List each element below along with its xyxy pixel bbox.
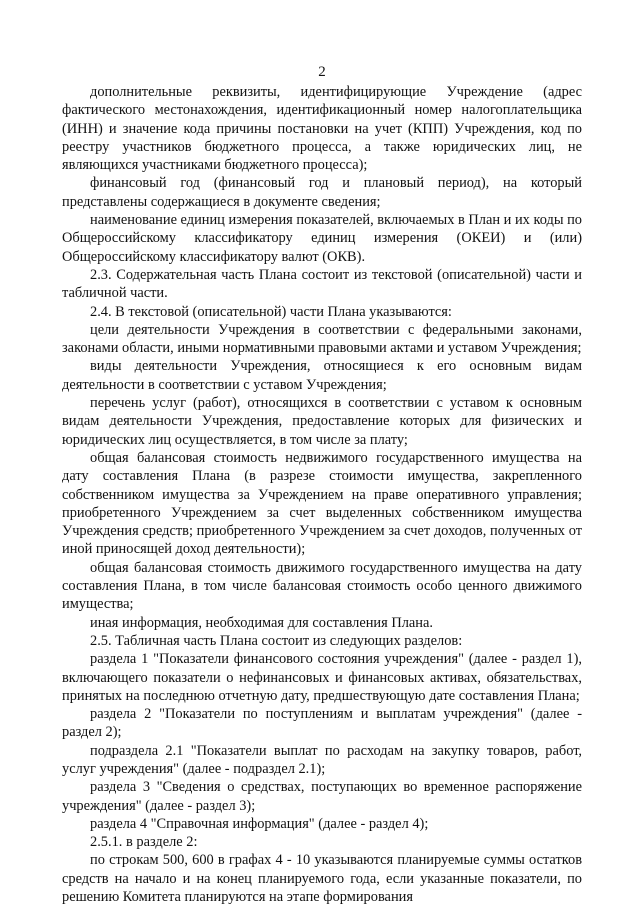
paragraph: 2.4. В текстовой (описательной) части Плана указываются: — [90, 303, 452, 320]
paragraph: подраздела 2.1 "Показатели выплат по расходам на закупку товаров, работ, услуг учреждения" (далее - подраздел 2.1); — [62, 742, 582, 777]
paragraph: раздела 2 "Показатели по поступлениям и выплатам учреждения" (далее - раздел 2); — [62, 706, 582, 741]
paragraph: раздела 3 "Сведения о средствах, поступающих во временное распоряжение учреждения" (далее - раздел 3); — [62, 779, 582, 814]
paragraph: дополнительные реквизиты, идентифицирующие Учреждение (адрес фактического местонахождения, идентификационный номер налогоплательщика (ИНН) и значение кода причины постановки на учет (КПП) Учреждения, код по реестру участников бюджетного процесса, а также юридических лиц, не являющихся участниками бюджетного процесса); — [62, 84, 582, 174]
paragraph: по строкам 500, 600 в графах 4 - 10 указываются планируемые суммы остатков средств на начало и на конец планируемого года, если указанные показатели, по решению Комитета планируются на этапе формирования — [62, 852, 582, 906]
document-body — [62, 83, 582, 906]
paragraph: перечень услуг (работ), относящихся в соответствии с уставом к основным видам деятельности Учреждения, предоставление которых для физических и юридических лиц осуществляется, в том числе за плату; — [62, 395, 582, 448]
paragraph: общая балансовая стоимость движимого государственного имущества на дату составления Плана, в том числе балансовая стоимость особо ценного движимого имущества; — [62, 559, 582, 613]
paragraph: 2.5.1. в разделе 2: — [90, 834, 198, 851]
paragraph: виды деятельности Учреждения, относящиеся к его основным видам деятельности в соответствии с уставом Учреждения; — [62, 358, 582, 393]
paragraph: общая балансовая стоимость недвижимого государственного имущества на дату составления Плана (в разрезе стоимости имущества, закрепленного собственником имущества за Учреждением на праве оперативного управления; приобретенного Учреждением за счет выделенных собственником имущества Учреждения средств; приобретенного Учреждением за счет доходов, полученных от иной приносящей доход деятельности); — [62, 449, 582, 558]
paragraph: цели деятельности Учреждения в соответствии с федеральными законами, законами области, иными нормативными правовыми актами и уставом Учреждения; — [62, 321, 582, 357]
paragraph: финансовый год (финансовый год и плановый период), на который представлены содержащиеся в документе сведения; — [62, 175, 582, 210]
paragraph: иная информация, необходимая для составления Плана. — [90, 614, 433, 631]
page-number: 2 — [318, 64, 326, 80]
paragraph: раздела 4 "Справочная информация" (далее - раздел 4); — [90, 815, 429, 832]
paragraph: 2.5. Табличная часть Плана состоит из следующих разделов: — [90, 632, 463, 649]
paragraph: 2.3. Содержательная часть Плана состоит из текстовой (описательной) части и табличной части. — [62, 266, 582, 302]
paragraph: наименование единиц измерения показателей, включаемых в План и их коды по Общероссийскому классификатору единиц измерения (ОКЕИ) и (или) Общероссийскому классификатору валют (ОКВ). — [62, 212, 582, 265]
paragraph: раздела 1 "Показатели финансового состояния учреждения" (далее - раздел 1), включающего показатели о нефинансовых и финансовых активах, обязательствах, принятых на последнюю отчетную дату, предшествующую дате составления Плана; — [62, 651, 582, 704]
